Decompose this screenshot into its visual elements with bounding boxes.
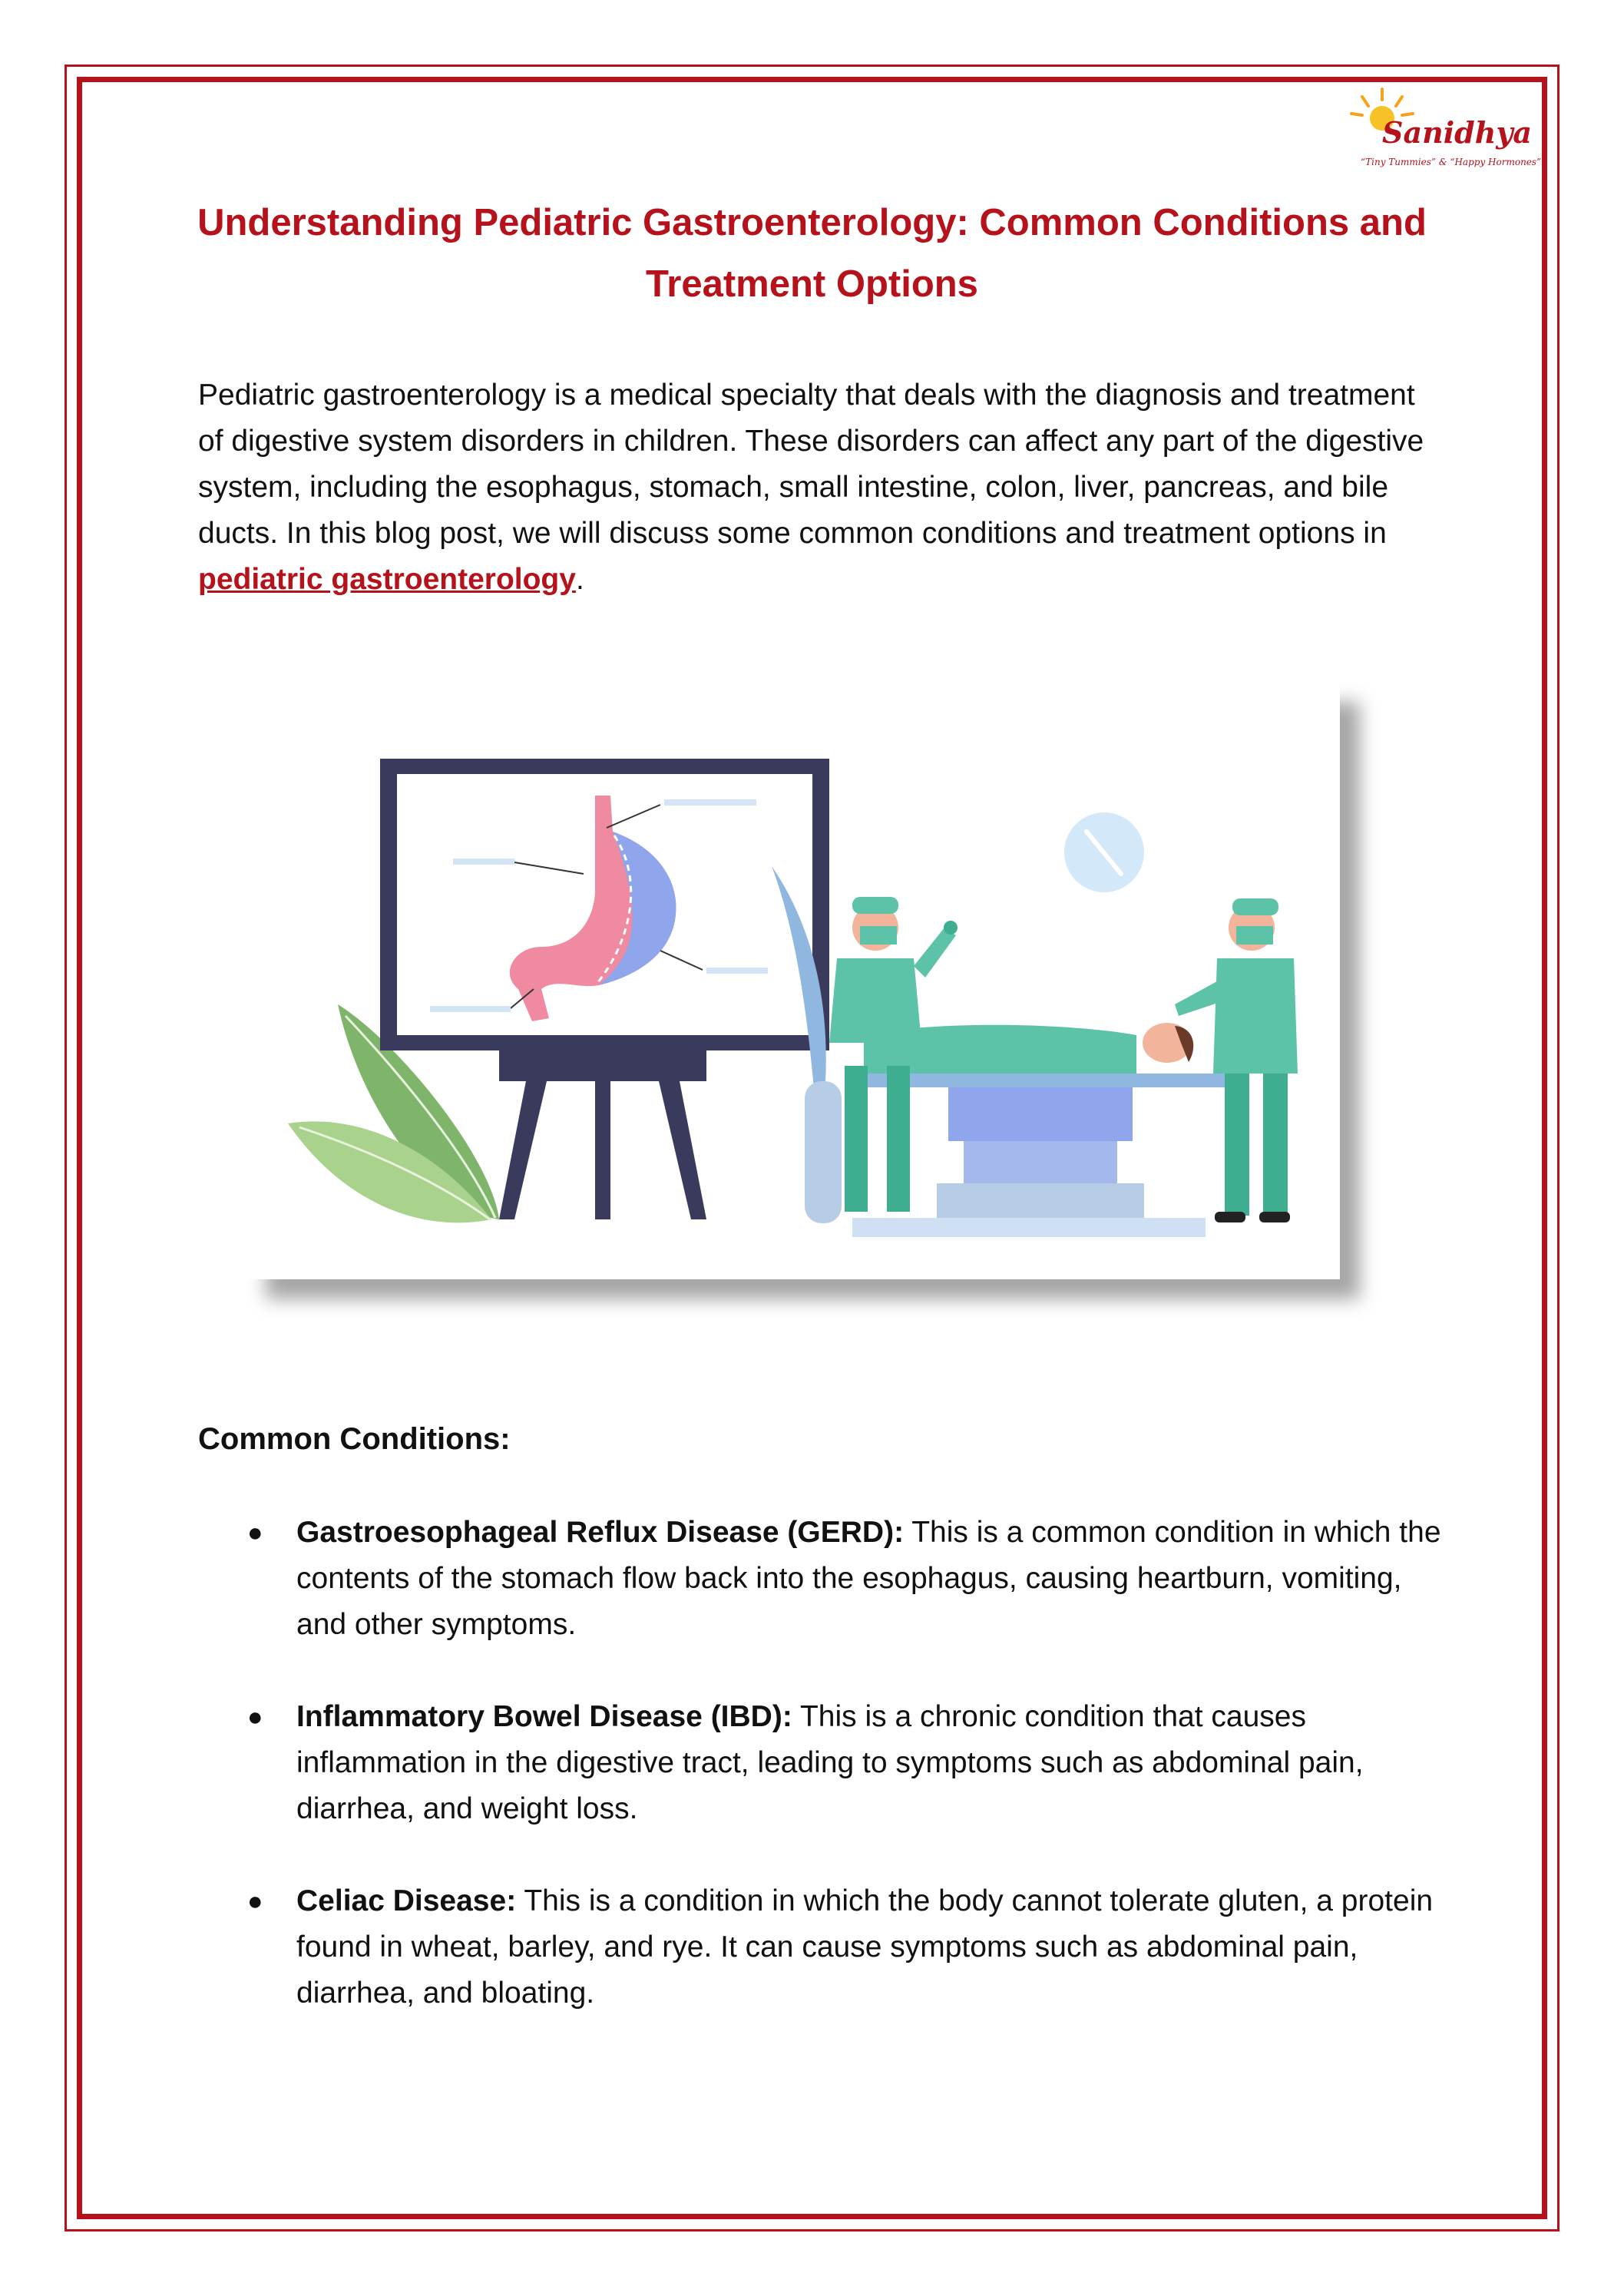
sanidhya-logo xyxy=(1345,86,1542,178)
logo-name: Sanidhya xyxy=(1382,115,1533,150)
conditions-list xyxy=(198,1510,1442,2063)
condition-name: Gastroesophageal Reflux Disease (GERD): xyxy=(296,1516,905,1549)
condition-celiac xyxy=(198,1878,1442,2016)
condition-name: Celiac Disease: xyxy=(296,1884,517,1917)
bullet-icon: ● xyxy=(247,1887,263,1916)
intro-text: Pediatric gastroenterology is a medical specialty that deals with the diagnosis and treatment of digestive system disorders in children. These disorders can affect any part of the digestive system, including the esophagus, stomach, small intestine, colon, liver, pancreas, and bile ducts. In this blog post, we will discuss some common conditions and treatment options in xyxy=(198,379,1424,550)
logo-tagline: “Tiny Tummies” & “Happy Hormones” xyxy=(1361,157,1542,167)
page-title: Understanding Pediatric Gastroenterology: Common Conditions and Treatment Options xyxy=(197,202,1427,305)
illustration-svg xyxy=(246,682,1340,1279)
common-conditions-heading: Common Conditions: xyxy=(198,1422,511,1456)
condition-description: This is a common condition in which the contents of the stomach flow back into the esophagus, causing heartburn, vomiting, and other symptoms. xyxy=(296,1516,1441,1641)
surgery-illustration xyxy=(246,682,1340,1279)
condition-description: This is a chronic condition that causes inflammation in the digestive tract, leading to symptoms such as abdominal pain, diarrhea, and weight loss. xyxy=(296,1700,1364,1825)
condition-description: This is a condition in which the body cannot tolerate gluten, a protein found in wheat, barley, and rye. It can cause symptoms such as abdominal pain, diarrhea, and bloating. xyxy=(296,1884,1434,2010)
pediatric-gastroenterology-link[interactable]: pediatric gastroenterology xyxy=(198,563,576,596)
condition-ibd xyxy=(198,1694,1442,1832)
bullet-icon: ● xyxy=(247,1518,263,1547)
surgeon-right-illustration xyxy=(1175,898,1298,1222)
scalpel-bubble-icon xyxy=(1064,812,1144,892)
condition-name: Inflammatory Bowel Disease (IBD): xyxy=(296,1700,792,1733)
intro-end: . xyxy=(575,563,584,596)
intro-paragraph xyxy=(198,372,1442,603)
bullet-icon: ● xyxy=(247,1702,263,1732)
condition-gerd xyxy=(198,1510,1442,1648)
